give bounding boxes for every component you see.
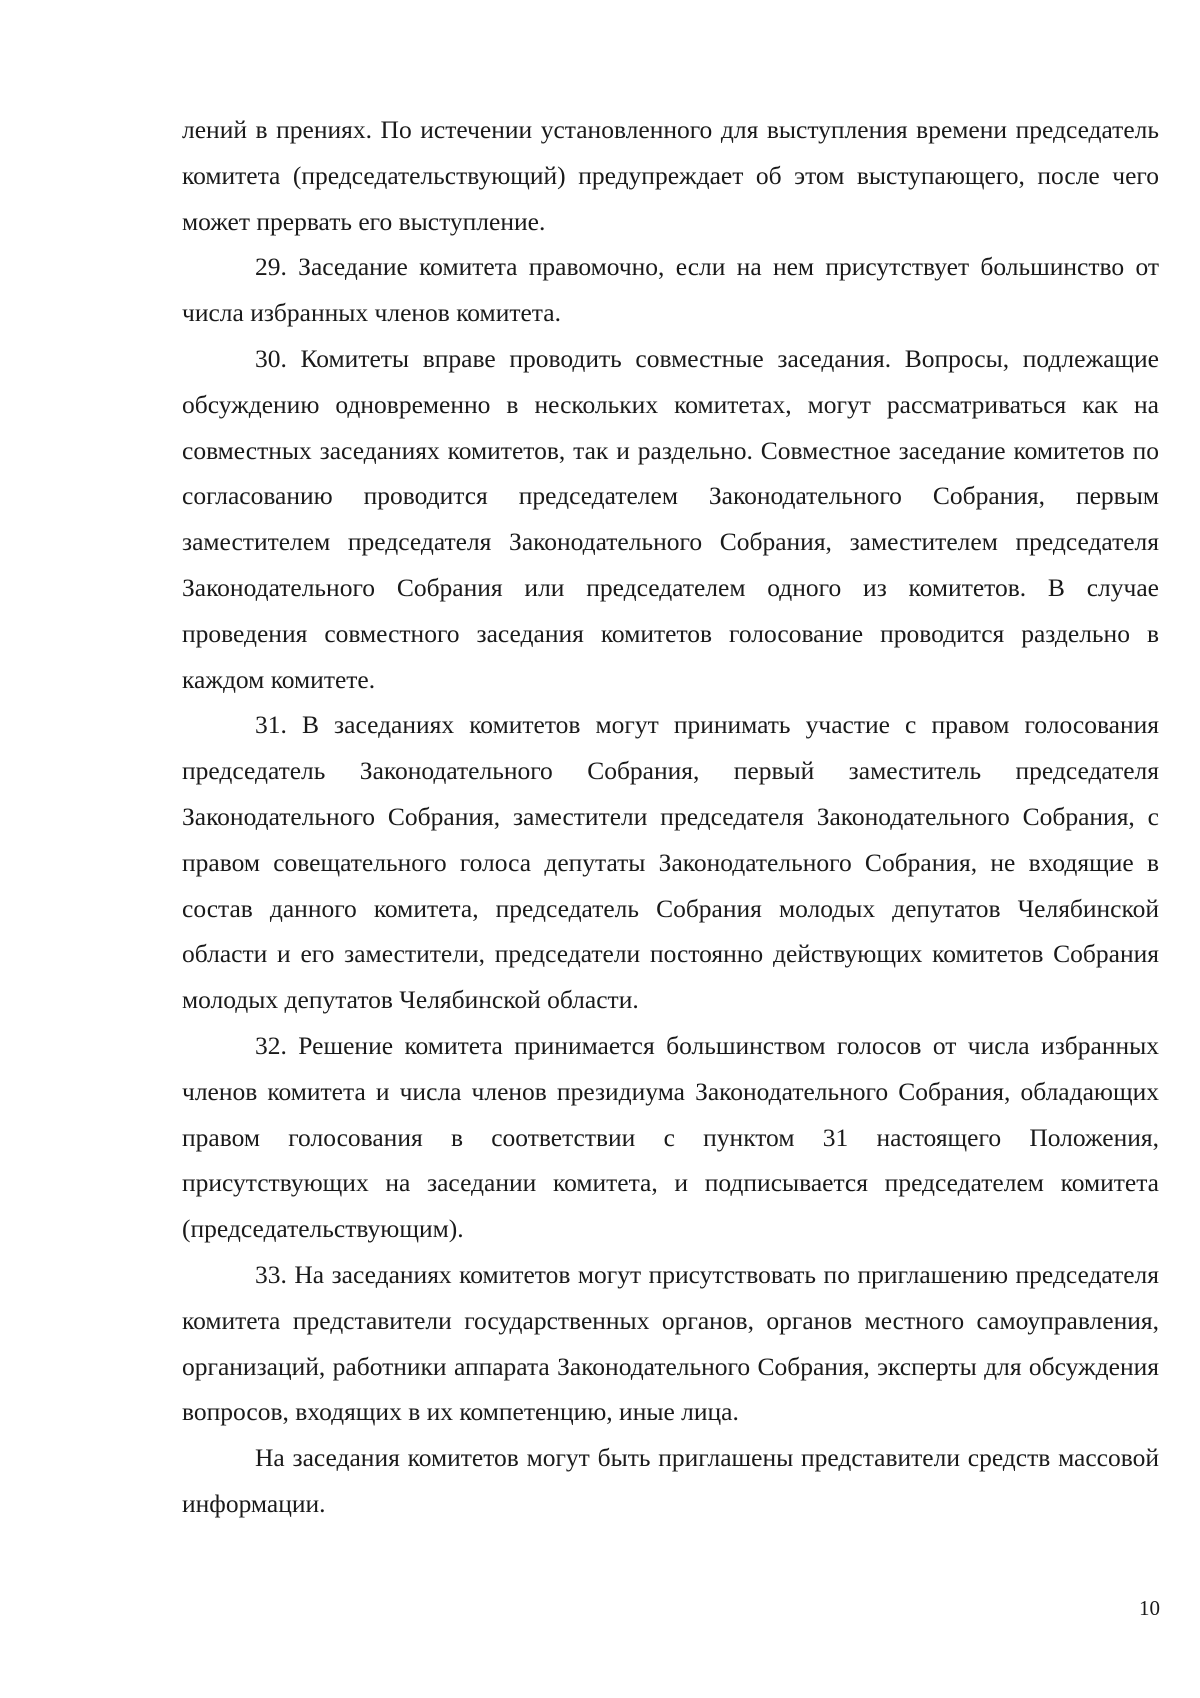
paragraph-33: 33. На заседаниях комитетов могут присутствовать по приглашению председателя комитета представители государственных органов, органов местного самоуправления, организаций, работники аппарата Законодательного Собрания, эксперты для обсуждения вопросов, входящих в их компетенцию, иные лица.: [182, 1259, 1159, 1427]
paragraph-33-note: На заседания комитетов могут быть приглашены представители средств массовой информации.: [182, 1443, 1159, 1518]
paragraph-29: 29. Заседание комитета правомочно, если на нем присутствует большинство от числа избранных членов комитета.: [182, 252, 1159, 328]
paragraph-32: 32. Решение комитета принимается большинством голосов от числа избранных членов комитета и числа членов президиума Законодательного Собрания, обладающих правом голосования в соответствии с пунктом 31 настоящего Положения, присутствующих на заседании комитета, и подписывается председателем комитета (председательствующим).: [182, 1030, 1159, 1244]
paragraph-31: 31. В заседаниях комитетов могут принимать участие с правом голосования председатель Законодательного Собрания, первый заместитель председателя Законодательного Собрания, заместители председателя Законодательного Собрания, с правом совещательного голоса депутаты Законодательного Собрания, не входящие в состав данного комитета, председатель Собрания молодых депутатов Челябинской области и его заместители, председатели постоянно действующих комитетов Собрания молодых депутатов Челябинской области.: [182, 710, 1159, 1015]
document-body: [182, 107, 1159, 1527]
page-number: 10: [1139, 1596, 1160, 1620]
paragraph-continued: лений в прениях. По истечении установленного для выступления времени председатель комитета (председательствующий) предупреждает об этом выступающего, после чего может прервать его выступление.: [182, 115, 1159, 236]
paragraph-30: 30. Комитеты вправе проводить совместные заседания. Вопросы, подлежащие обсуждению одновременно в нескольких комитетах, могут рассматриваться как на совместных заседаниях комитетов, так и раздельно. Совместное заседание комитетов по согласованию проводится председателем Законодательного Собрания, первым заместителем председателя Законодательного Собрания, заместителем председателя Законодательного Собрания или председателем одного из комитетов. В случае проведения совместного заседания комитетов голосование проводится раздельно в каждом комитете.: [182, 343, 1159, 694]
